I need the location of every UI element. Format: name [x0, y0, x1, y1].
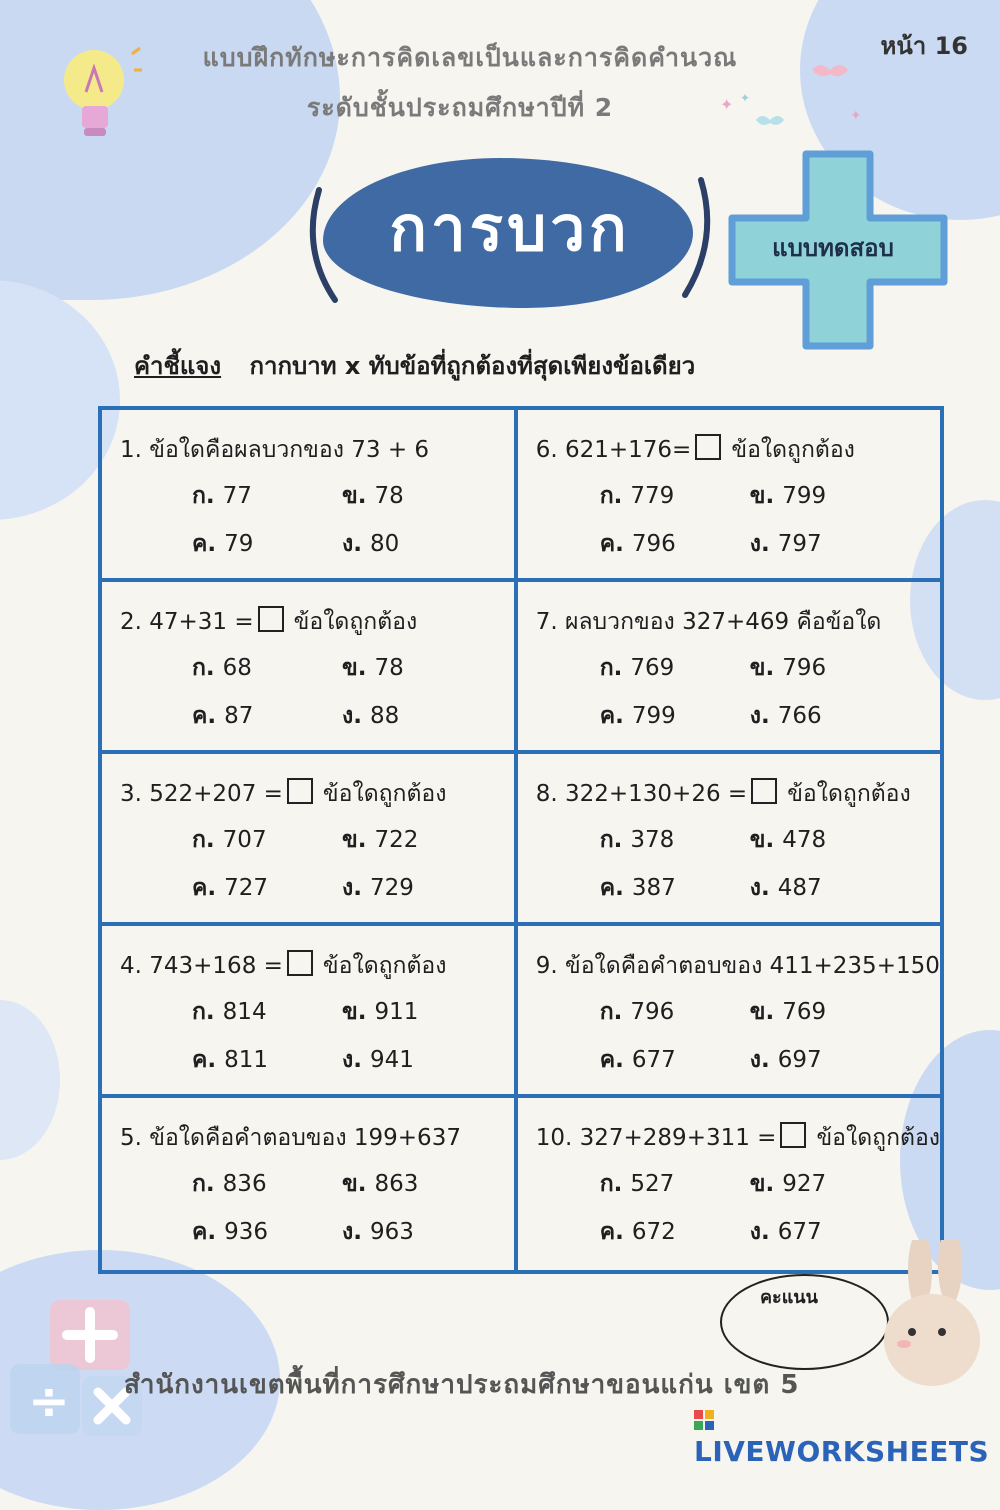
question-prompt: 9. ข้อใดคือคำตอบของ 411+235+150: [535, 953, 940, 979]
answer-options: [192, 650, 514, 734]
answer-box[interactable]: [751, 778, 777, 804]
question-cell: [518, 582, 940, 754]
answer-option[interactable]: [342, 870, 492, 906]
liveworksheets-logo-icon: [694, 1410, 714, 1430]
option-letter: ง.: [342, 875, 362, 901]
question-suffix: ข้อใดถูกต้อง: [816, 1125, 940, 1151]
question-line: [536, 948, 940, 984]
answer-option[interactable]: [600, 1166, 750, 1202]
option-letter: ข.: [749, 483, 775, 509]
question-cell: [102, 1098, 518, 1270]
answer-option[interactable]: [750, 1214, 900, 1250]
option-letter: ข.: [342, 655, 367, 681]
option-value: 77: [222, 483, 252, 509]
question-cell: [518, 1098, 940, 1270]
option-value: 478: [782, 827, 827, 853]
option-letter: ก.: [599, 1171, 623, 1197]
question-grid: [98, 406, 944, 1274]
svg-text:÷: ÷: [28, 1372, 70, 1430]
answer-option[interactable]: [192, 822, 342, 858]
option-letter: ข.: [749, 827, 775, 853]
option-value: 797: [777, 531, 822, 557]
question-line: [120, 776, 514, 812]
option-value: 727: [224, 875, 269, 901]
question-line: [536, 776, 940, 812]
option-letter: ง.: [749, 875, 770, 901]
option-letter: ข.: [749, 999, 775, 1025]
option-value: 941: [369, 1047, 414, 1073]
option-value: 80: [369, 531, 400, 557]
answer-option[interactable]: [750, 526, 900, 562]
question-cell: [102, 754, 518, 926]
score-label: คะแนน: [760, 1287, 818, 1308]
option-value: 769: [782, 999, 827, 1025]
answer-box[interactable]: [287, 950, 313, 976]
instructions-label: คำชี้แจง: [134, 352, 222, 380]
answer-option[interactable]: [750, 650, 900, 686]
option-value: 677: [631, 1047, 676, 1073]
option-letter: ข.: [342, 483, 367, 509]
question-suffix: ข้อใดถูกต้อง: [293, 609, 418, 635]
question-line: [120, 432, 514, 468]
instructions: [134, 346, 695, 385]
option-value: 378: [630, 827, 675, 853]
question-cell: [518, 754, 940, 926]
option-value: 814: [222, 999, 267, 1025]
option-letter: ข.: [342, 999, 367, 1025]
answer-option[interactable]: [342, 698, 492, 734]
option-letter: ข.: [342, 827, 367, 853]
option-letter: ค.: [192, 531, 217, 557]
option-value: 796: [782, 655, 827, 681]
answer-option[interactable]: [750, 698, 900, 734]
question-line: [536, 1120, 940, 1156]
question-cell: [518, 410, 940, 582]
option-letter: ข.: [749, 655, 775, 681]
option-letter: ง.: [342, 531, 362, 557]
option-letter: ค.: [192, 1219, 217, 1245]
option-letter: ง.: [749, 1219, 770, 1245]
option-letter: ง.: [342, 703, 362, 729]
answer-option[interactable]: [192, 478, 342, 514]
answer-option[interactable]: [600, 870, 750, 906]
answer-option[interactable]: [600, 1214, 750, 1250]
answer-options: [600, 822, 940, 906]
page-title: การบวก: [389, 192, 631, 265]
page-number: หน้า 16: [880, 32, 968, 60]
option-value: 672: [631, 1219, 676, 1245]
option-value: 811: [224, 1047, 269, 1073]
question-prompt: 10. 327+289+311 =: [535, 1125, 777, 1151]
option-letter: ง.: [342, 1219, 362, 1245]
option-letter: ข.: [749, 1171, 775, 1197]
option-letter: ก.: [192, 655, 215, 681]
question-prompt: 6. 621+176=: [535, 437, 692, 463]
worksheet-series-title: แบบฝึกทักษะการคิดเลขเป็นและการคิดคำนวณ: [202, 43, 738, 72]
option-letter: ข.: [342, 1171, 367, 1197]
option-value: 68: [222, 655, 252, 681]
brand-name: LIVEWORKSHEETS: [694, 1435, 990, 1468]
answer-option[interactable]: [750, 870, 900, 906]
option-value: 963: [369, 1219, 414, 1245]
option-letter: ค.: [599, 703, 624, 729]
answer-option[interactable]: [192, 994, 342, 1030]
option-letter: ก.: [599, 655, 623, 681]
answer-option[interactable]: [342, 994, 492, 1030]
option-value: 697: [777, 1047, 822, 1073]
option-letter: ง.: [749, 531, 770, 557]
question-cell: [518, 926, 940, 1098]
answer-option[interactable]: [342, 1042, 492, 1078]
question-prompt: 2. 47+31 =: [120, 609, 254, 635]
answer-options: [600, 994, 940, 1078]
option-letter: ค.: [599, 531, 624, 557]
answer-option[interactable]: [750, 994, 900, 1030]
question-suffix: ข้อใดถูกต้อง: [787, 781, 911, 807]
answer-option[interactable]: [750, 1166, 900, 1202]
option-letter: ค.: [599, 875, 624, 901]
option-letter: ค.: [192, 875, 217, 901]
question-prompt: 3. 522+207 =: [120, 781, 283, 807]
answer-options: [192, 822, 514, 906]
answer-option[interactable]: [192, 870, 342, 906]
answer-option[interactable]: [600, 994, 750, 1030]
option-value: 707: [222, 827, 267, 853]
option-value: 779: [630, 483, 675, 509]
question-line: [120, 604, 514, 640]
answer-options: [600, 478, 940, 562]
question-prompt: 5. ข้อใดคือคำตอบของ 199+637: [120, 1125, 461, 1151]
question-cell: [102, 926, 518, 1098]
question-line: [120, 948, 514, 984]
answer-options: [192, 1166, 514, 1250]
option-value: 487: [777, 875, 822, 901]
answer-box[interactable]: [780, 1122, 806, 1148]
bunny-illustration-icon: [880, 1240, 990, 1400]
answer-option[interactable]: [600, 1042, 750, 1078]
option-letter: ก.: [192, 1171, 215, 1197]
svg-text:✦: ✦: [740, 91, 751, 105]
question-suffix: ข้อใดถูกต้อง: [731, 437, 855, 463]
question-suffix: ข้อใดถูกต้อง: [322, 953, 447, 979]
option-value: 863: [374, 1171, 419, 1197]
option-letter: ง.: [749, 1047, 770, 1073]
option-letter: ง.: [749, 703, 770, 729]
option-letter: ค.: [599, 1219, 624, 1245]
answer-option[interactable]: [600, 478, 750, 514]
option-value: 88: [369, 703, 400, 729]
option-letter: ค.: [599, 1047, 624, 1073]
option-letter: ก.: [599, 483, 623, 509]
option-value: 79: [224, 531, 254, 557]
footer-office-name: สำนักงานเขตพื้นที่การศึกษาประถมศึกษาขอนแก่น เขต 5: [124, 1370, 800, 1400]
question-cell: [102, 582, 518, 754]
option-value: 796: [630, 999, 675, 1025]
test-badge-label: แบบทดสอบ: [772, 234, 894, 262]
option-value: 927: [782, 1171, 827, 1197]
option-letter: ง.: [342, 1047, 362, 1073]
option-value: 836: [222, 1171, 267, 1197]
question-prompt: 8. 322+130+26 =: [535, 781, 748, 807]
option-value: 722: [374, 827, 419, 853]
option-letter: ก.: [192, 827, 215, 853]
option-letter: ก.: [599, 827, 623, 853]
answer-option[interactable]: [342, 478, 492, 514]
option-value: 769: [630, 655, 675, 681]
answer-option[interactable]: [342, 650, 492, 686]
answer-option[interactable]: [750, 1042, 900, 1078]
option-value: 78: [374, 655, 404, 681]
answer-option[interactable]: [192, 1042, 342, 1078]
question-prompt: 1. ข้อใดคือผลบวกของ 73 + 6: [120, 437, 430, 463]
answer-option[interactable]: [342, 1214, 492, 1250]
grade-level: ระดับชั้นประถมศึกษาปีที่ 2: [306, 93, 614, 122]
answer-option[interactable]: [600, 698, 750, 734]
question-prompt: 7. ผลบวกของ 327+469 คือข้อใด: [535, 609, 882, 635]
option-value: 799: [631, 703, 676, 729]
option-value: 387: [631, 875, 676, 901]
answer-option[interactable]: [192, 650, 342, 686]
option-letter: ค.: [192, 703, 217, 729]
instructions-text: กากบาท x ทับข้อที่ถูกต้องที่สุดเพียงข้อเดียว: [249, 352, 696, 380]
answer-option[interactable]: [750, 822, 900, 858]
answer-option[interactable]: [750, 478, 900, 514]
answer-option[interactable]: [342, 1166, 492, 1202]
option-value: 766: [777, 703, 822, 729]
option-letter: ก.: [192, 483, 215, 509]
answer-option[interactable]: [342, 822, 492, 858]
answer-options: [600, 1166, 940, 1250]
question-suffix: ข้อใดถูกต้อง: [322, 781, 447, 807]
title-banner: [305, 150, 715, 310]
question-line: [536, 604, 940, 640]
answer-options: [600, 650, 940, 734]
answer-option[interactable]: [192, 698, 342, 734]
svg-text:✦: ✦: [720, 95, 734, 114]
answer-box[interactable]: [287, 778, 313, 804]
option-value: 911: [374, 999, 419, 1025]
answer-option[interactable]: [600, 526, 750, 562]
answer-option[interactable]: [600, 650, 750, 686]
brand-watermark[interactable]: [694, 1402, 1000, 1468]
option-letter: ก.: [599, 999, 623, 1025]
answer-box[interactable]: [695, 434, 721, 460]
answer-option[interactable]: [192, 1166, 342, 1202]
answer-options: [192, 994, 514, 1078]
option-value: 799: [782, 483, 827, 509]
option-value: 527: [630, 1171, 675, 1197]
question-line: [536, 432, 940, 468]
option-value: 677: [777, 1219, 822, 1245]
option-value: 936: [224, 1219, 269, 1245]
question-line: [120, 1120, 514, 1156]
option-letter: ค.: [192, 1047, 217, 1073]
answer-options: [192, 478, 514, 562]
answer-box[interactable]: [258, 606, 284, 632]
option-value: 87: [224, 703, 254, 729]
answer-option[interactable]: [192, 1214, 342, 1250]
option-value: 78: [374, 483, 404, 509]
question-cell: [102, 410, 518, 582]
answer-option[interactable]: [342, 526, 492, 562]
answer-option[interactable]: [600, 822, 750, 858]
answer-option[interactable]: [192, 526, 342, 562]
option-value: 729: [369, 875, 414, 901]
svg-text:✦: ✦: [850, 108, 862, 124]
option-value: 796: [631, 531, 676, 557]
option-letter: ก.: [192, 999, 215, 1025]
background-blob: [0, 1000, 60, 1160]
question-prompt: 4. 743+168 =: [120, 953, 283, 979]
